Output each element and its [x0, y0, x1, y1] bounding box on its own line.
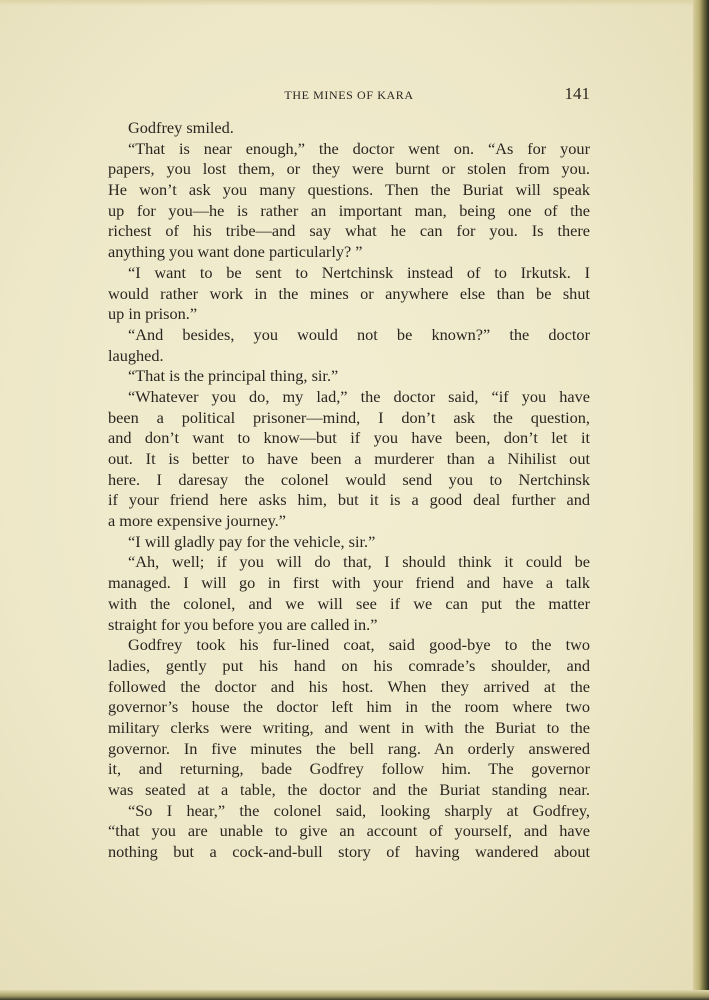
- text-line: nothing but a cock-and-bull story of having wandered about: [108, 842, 590, 862]
- text-line: “That is near enough,” the doctor went on. “As for your: [128, 138, 590, 158]
- text-line: “that you are unable to give an account of yourself, and have: [108, 821, 590, 841]
- text-line: “So I hear,” the colonel said, looking sharply at Godfrey,: [128, 800, 590, 820]
- text-line: was seated at a table, the doctor and the Buriat standing near.: [108, 780, 590, 799]
- text-line: been a political prisoner—mind, I don’t ask the question,: [108, 407, 590, 427]
- text-line: Godfrey smiled.: [128, 118, 234, 137]
- text-line: straight for you before you are called in.”: [108, 614, 378, 634]
- text-line: governor’s house the doctor left him in the room where two: [108, 697, 590, 717]
- text-line: “Whatever you do, my lad,” the doctor said, “if you have: [128, 386, 590, 406]
- text-line: military clerks were writing, and went in with the Buriat to the: [108, 717, 590, 737]
- page-top-edge: [0, 0, 709, 6]
- body-text: [108, 118, 590, 863]
- text-line: richest of his tribe—and say what he can for you. Is there: [108, 221, 590, 241]
- text-line: would rather work in the mines or anywhere else than be shut: [108, 283, 590, 303]
- text-line: “That is the principal thing, sir.”: [128, 366, 339, 386]
- text-line: governor. In five minutes the bell rang. An orderly answered: [108, 738, 590, 758]
- text-line: up for you—he is rather an important man, being one of the: [108, 200, 590, 220]
- page-bottom-edge: [0, 990, 709, 1000]
- text-line: papers, you lost them, or they were burnt or stolen from you.: [108, 159, 590, 179]
- text-line: “I will gladly pay for the vehicle, sir.”: [128, 531, 376, 551]
- text-line: Godfrey took his fur-lined coat, said good-bye to the two: [128, 635, 590, 655]
- text-line: here. I daresay the colonel would send you to Nertchinsk: [108, 469, 590, 489]
- text-line: “And besides, you would not be known?” the doctor: [128, 324, 590, 344]
- running-head: [108, 84, 590, 108]
- text-line: out. It is better to have been a murderer than a Nihilist out: [108, 449, 590, 468]
- text-line: “I want to be sent to Nertchinsk instead of to Irkutsk. I: [128, 262, 590, 282]
- text-line: managed. I will go in first with your friend and have a talk: [108, 573, 590, 593]
- running-title: THE MINES OF KARA: [284, 88, 414, 102]
- text-line: anything you want done particularly? ”: [108, 242, 363, 262]
- text-line: “Ah, well; if you will do that, I should think it could be: [128, 552, 590, 572]
- text-line: and don’t want to know—but if you have been, don’t let it: [108, 428, 590, 448]
- text-line: with the colonel, and we will see if we can put the matter: [108, 593, 590, 613]
- text-line: up in prison.”: [108, 304, 198, 324]
- text-line: laughed.: [108, 345, 164, 365]
- text-line: if your friend here asks him, but it is a good deal further and: [108, 490, 590, 510]
- text-line: ladies, gently put his hand on his comrade’s shoulder, and: [108, 655, 590, 675]
- text-line: followed the doctor and his host. When they arrived at the: [108, 676, 590, 696]
- book-spine-edge: [693, 0, 709, 1000]
- text-line: it, and returning, bade Godfrey follow him. The governor: [108, 759, 590, 779]
- page-number: 141: [564, 84, 590, 103]
- text-line: a more expensive journey.”: [108, 511, 286, 531]
- text-line: He won’t ask you many questions. Then the Buriat will speak: [108, 180, 590, 200]
